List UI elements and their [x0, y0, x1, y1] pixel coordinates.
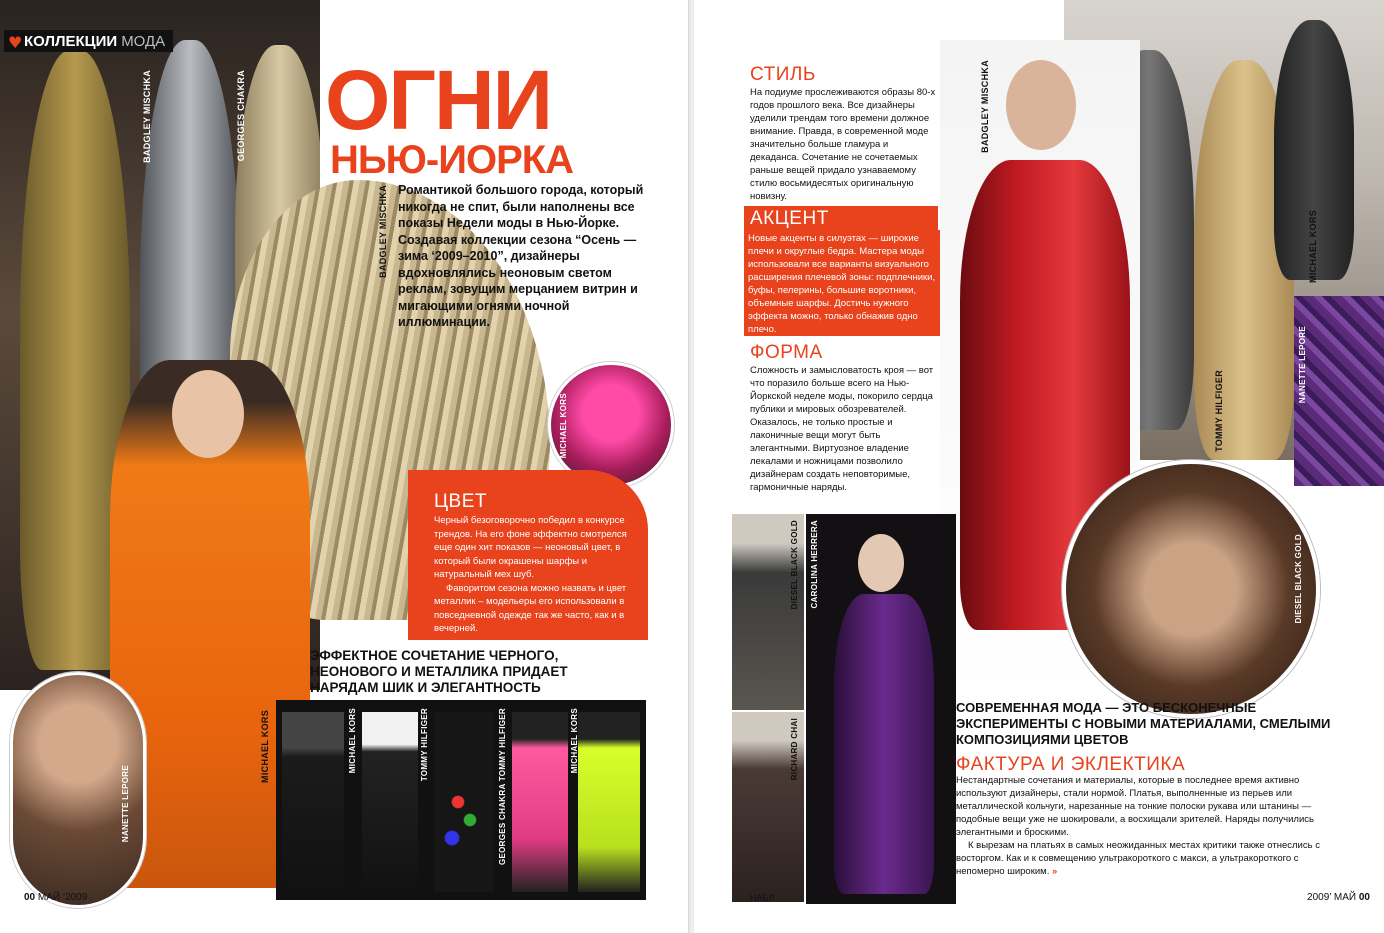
issue-date: МАЙ ‘2009	[37, 892, 88, 903]
headline-line-1: ОГНИ	[325, 53, 551, 147]
circle-photo-veil: DIESEL BLACK GOLD	[1062, 460, 1320, 718]
issue-date: 2009’ МАЙ	[1307, 892, 1357, 903]
section-tag	[4, 30, 173, 52]
accent-title: АКЦЕНТ	[744, 206, 938, 232]
model-head	[858, 534, 904, 592]
footer-left-label: НАБЛ	[750, 893, 775, 903]
right-page	[694, 0, 1384, 933]
look-3	[434, 712, 494, 892]
page-footer	[1307, 892, 1370, 903]
red-dress-photo: BADGLEY MISCHKA	[940, 40, 1140, 700]
form-title: ФОРМА	[750, 342, 823, 363]
model-face	[172, 370, 244, 458]
look-2	[362, 712, 418, 892]
diesel-look-photo: DIESEL BLACK GOLD	[732, 514, 804, 710]
texture-text: Нестандартные сочетания и материалы, которые в последнее время активно используют дизайнеры, стали нормой. Платья, выполненные из перьев или металлической кольчуги, нарезанные на тонкие полоски рукава или штанины — подобные вещи уже не шокировали, а восхищали зрителей. Наряды получились элегантными и броскими. К вырезам на платьях в самых неожиданных местах критики также отнеслись с восторгом. Как и к совмещению ультракороткого с макси, а ультракороткого с непомерно широким. »	[956, 775, 1320, 877]
page-footer	[24, 892, 87, 903]
pull-quote: СОВРЕМЕННАЯ МОДА — ЭТО БЕСКОНЕЧНЫЕ ЭКСПЕРИМЕНТЫ С НОВЫМИ МАТЕРИАЛАМИ, СМЕЛЫМИ КОМПОЗИЦИЯМИ ЦВЕТОВ	[956, 700, 1331, 747]
accent-text: Новые акценты в силуэтах — широкие плечи и округлые бедра. Мастера моды использовали все варианты визуального расширения плечевой зоны: подплечники, буфы, пелерины, большие воротники, объемные шарфы. Достичь нужного эффекта можно, только обнажив одно плечо.	[744, 230, 940, 336]
orange-coat-photo: MICHAEL KORS	[110, 360, 310, 888]
color-text: Черный безоговорочно победил в конкурсе трендов. На его фоне эффектно смотрелся еще один хит показов — неоновый цвет, в который были окрашены шарфы и натуральный мех шуб. Фаворитом сезона можно назвать и цвет металлик – модельеры его использовали в повседневной одежде так же часто, как и в вечерней.	[434, 515, 627, 634]
page-number: 00	[24, 892, 36, 903]
plaid-coat-photo: NANETTE LEPORE	[1294, 296, 1384, 486]
page-number: 00	[1358, 892, 1370, 903]
purple-dress-photo: CAROLINA HERRERA	[806, 514, 956, 904]
circle-photo-portrait: NANETTE LEPORE	[10, 672, 146, 908]
look-4	[512, 712, 568, 892]
double-arrow-icon: »	[1052, 866, 1058, 877]
photo-credit: GEORGES CHAKRA	[236, 70, 246, 162]
circle-photo-pink-hat: MICHAEL KORS	[548, 362, 674, 488]
left-page: BADGLEY MISCHKA GEORGES CHAKRA ♥ КОЛЛЕКЦИИ МОДА ОГНИ НЬЮ-ИОРКА BADGLEY MISCHKA Романтикой большого города, который никогда не спит, были наполнены все показы Недели моды в Нью-Йорке. Создавая коллекции сезона “Осень — зима ‘2009–2010”, дизайнеры вдохновлялись неоновым светом реклам, зовущим мерцанием витрин и мигающими огнями ночной иллюминации. MICHAEL KORS ЦВЕТ Черный безоговорочно победил в конкурсе трендов. На его фоне эффектно смотрелся еще один хит показов — неоновый цвет, в который были окрашены шарфы и натуральный мех шуб. Фаворитом сезона можно назвать и цвет металлик – модельеры его использовали в повседневной одежде так же часто, как и в вечерней. MICHAEL KORS ЭФФЕКТНОЕ СОЧЕТАНИЕ ЧЕРНОГО, НЕОНОВОГО И МЕТАЛЛИКА ПРИДАЕТ НАРЯДАМ ШИК И ЭЛЕГАНТНОСТЬ NANETTE LEPORE MICHAEL KORS TOMMY HILFIGER GEORGES CHAKRA TOMMY HILFIGER MICHAEL KORS 00 МАЙ ‘2009	[0, 0, 690, 933]
purple-dress	[834, 594, 934, 894]
headline-line-2: НЬЮ-ИОРКА	[330, 138, 574, 182]
form-text: Сложность и замысловатость кроя — вот что поразило больше всего на Нью-Йоркской неделе моды, покорило сердца публики и мировых обозревателей. Оказалось, не только простые и лаконичные вещи могут быть элегантными. Виртуозное владение лекалами и ножницами позволило дизайнерам создать неповторимые, гармоничные наряды.	[750, 365, 934, 493]
model-head	[1006, 60, 1076, 150]
style-text: На подиуме прослеживаются образы 80-х годов прошлого века. Все дизайнеры уделили трендам того времени должное внимание. Правда, в современной моде значительно больше гламура и декаданса. Сочетание не сочетаемых раньше вещей придало узнаваемому стилю восьмидесятых оригинальную новизну.	[750, 87, 936, 202]
richard-chai-photo: RICHARD CHAI	[732, 712, 804, 902]
style-title: СТИЛЬ	[750, 64, 816, 85]
runway-photo-coats: MICHAEL KORS TOMMY HILFIGER	[1064, 0, 1384, 460]
photo-credit: BADGLEY MISCHKA	[142, 70, 152, 163]
look-5	[578, 712, 640, 892]
color-title: ЦВЕТ	[434, 491, 488, 512]
section-tag-label: КОЛЛЕКЦИИ	[24, 32, 118, 50]
look-1	[282, 712, 344, 892]
lead-paragraph: Романтикой большого города, который никогда не спит, были наполнены все показы Недели моды в Нью-Йорке. Создавая коллекции сезона “Осень — зима ‘2009–2010”, дизайнеры вдохновлялись неоновым светом реклам, зовущим мерцанием витрин и мигающими огнями ночной иллюминации.	[398, 183, 644, 329]
texture-title: ФАКТУРА И ЭКЛЕКТИКА	[956, 754, 1186, 775]
heart-icon: ♥	[8, 33, 23, 52]
pull-quote: ЭФФЕКТНОЕ СОЧЕТАНИЕ ЧЕРНОГО, НЕОНОВОГО И МЕТАЛЛИКА ПРИДАЕТ НАРЯДАМ ШИК И ЭЛЕГАНТНОСТЬ	[310, 648, 568, 695]
looks-strip: MICHAEL KORS TOMMY HILFIGER GEORGES CHAKRA TOMMY HILFIGER MICHAEL KORS	[276, 700, 646, 900]
section-tag-label-2: МОДА	[121, 32, 166, 50]
